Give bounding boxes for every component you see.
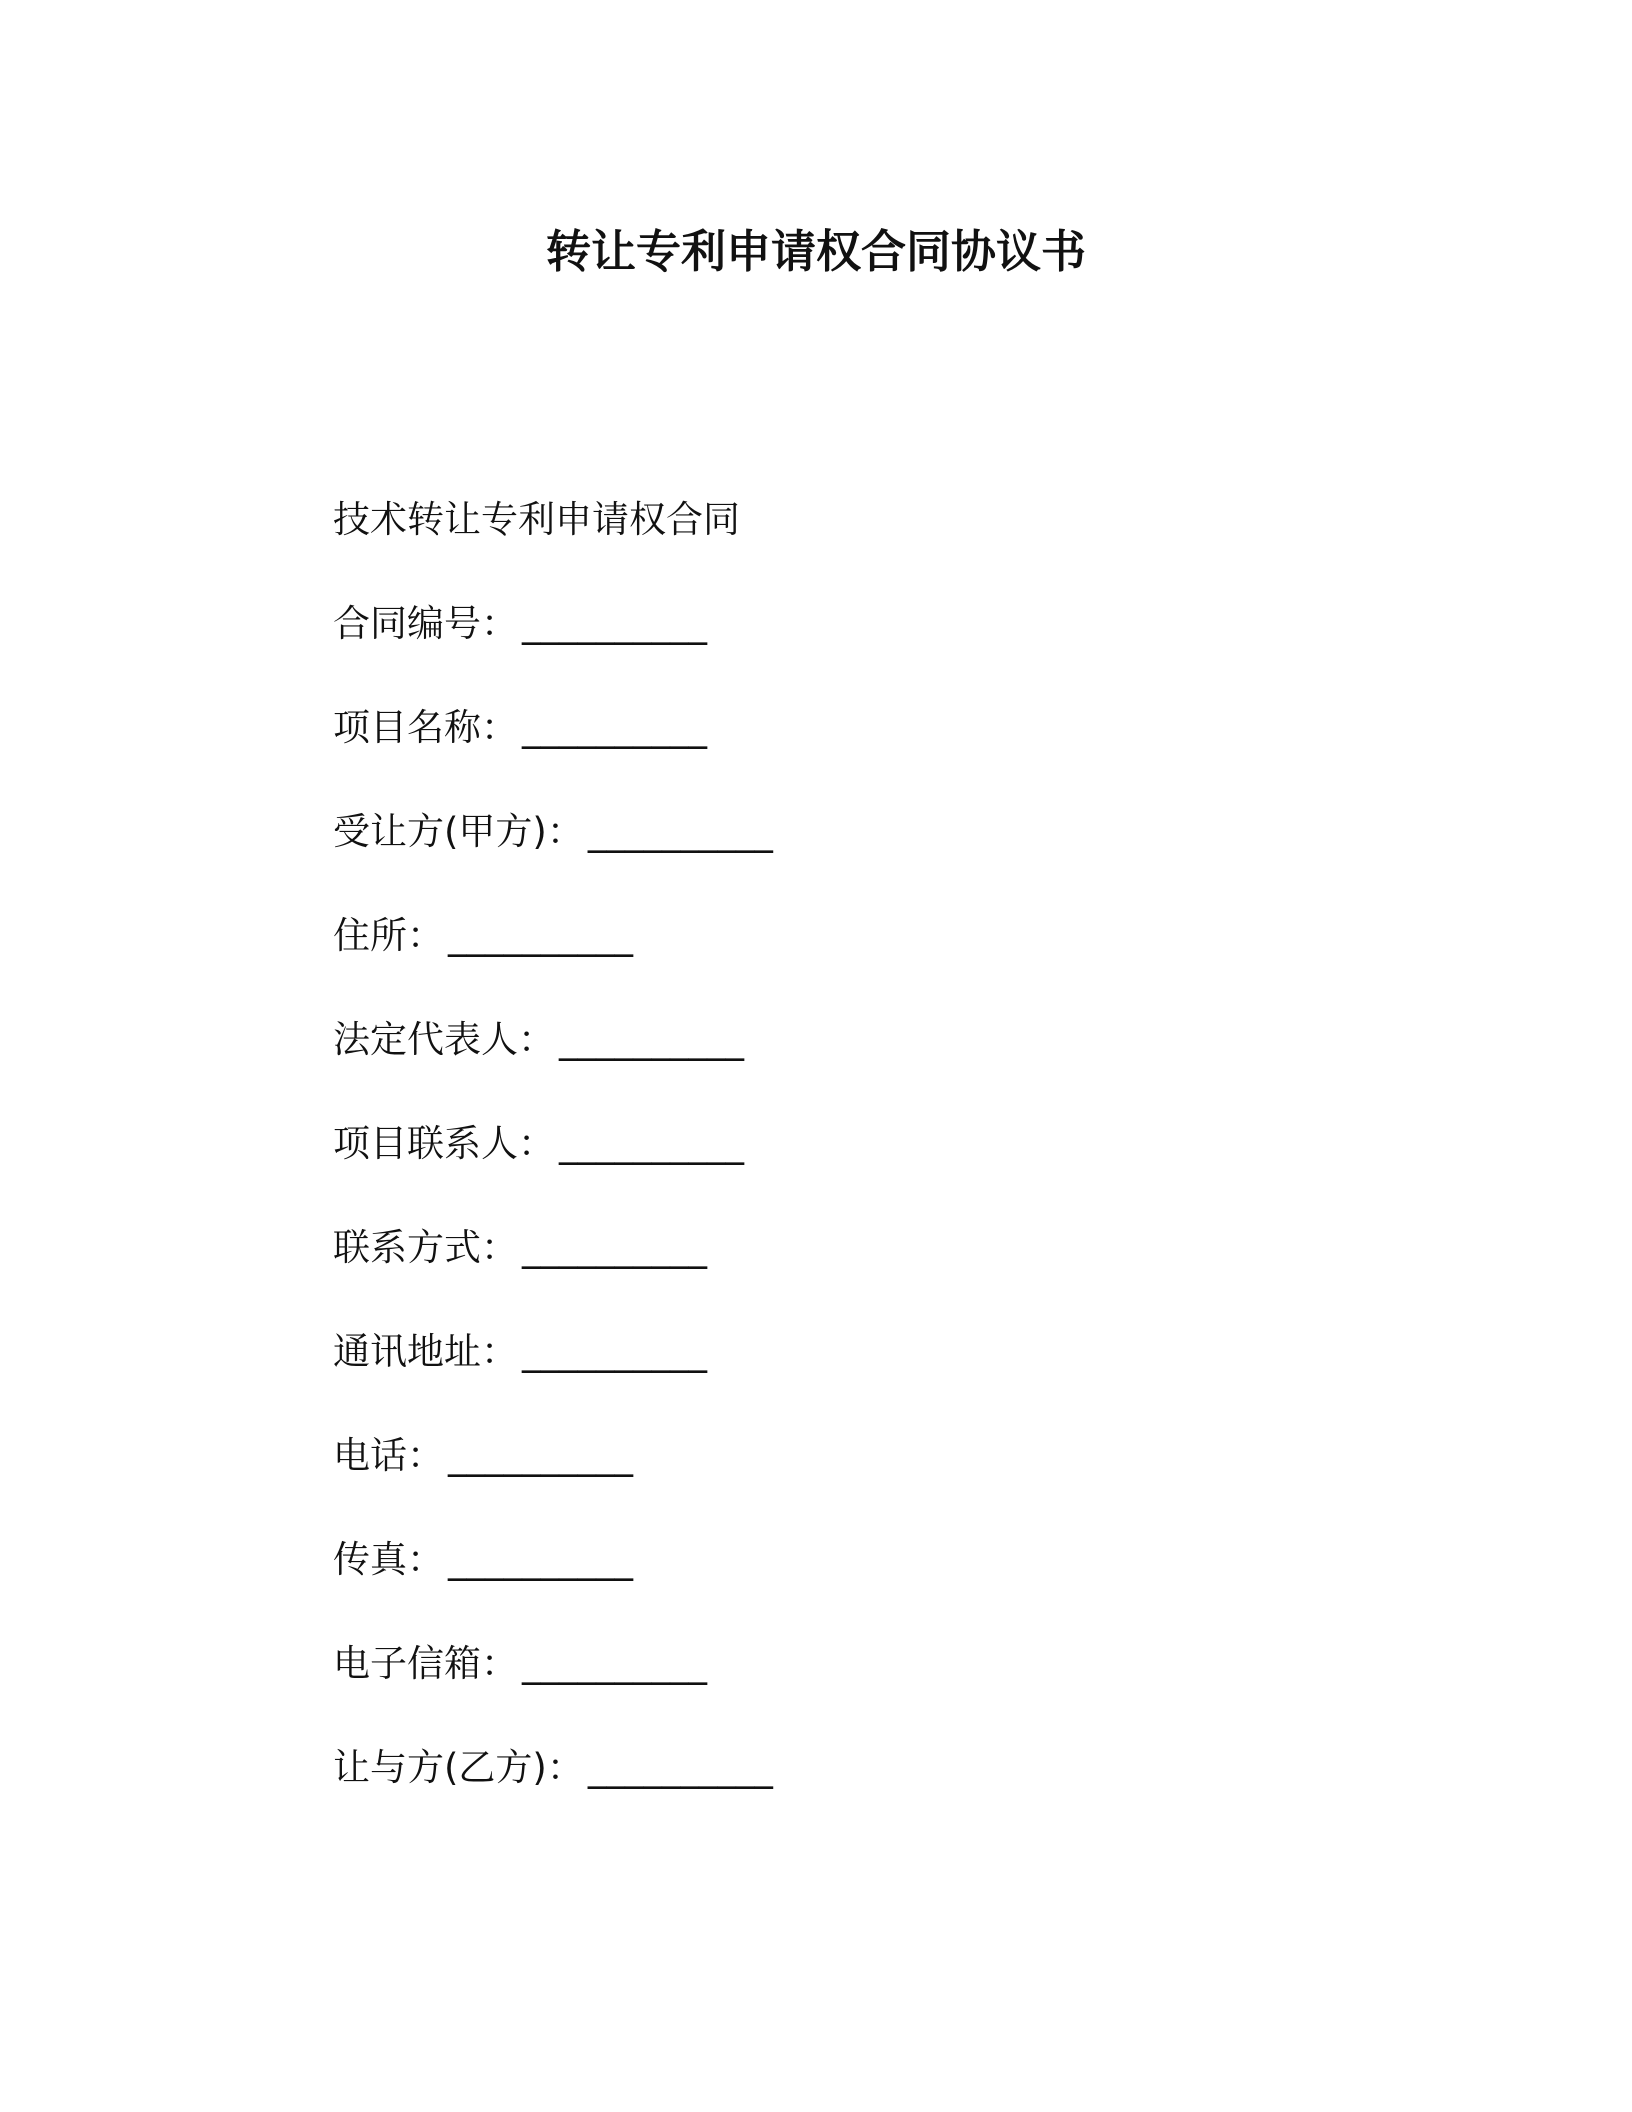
fill-in-blank: __________ xyxy=(522,1642,707,1685)
field-label: 法定代表人： xyxy=(333,1018,555,1061)
field-label: 住所： xyxy=(333,914,444,957)
fill-in-blank: __________ xyxy=(522,1330,707,1373)
field-label: 受让方(甲方)： xyxy=(333,810,584,853)
field-phone xyxy=(333,1428,1433,1484)
field-project-contact xyxy=(333,1116,1433,1172)
fill-in-blank: __________ xyxy=(448,914,633,957)
document-body xyxy=(333,492,1433,1844)
field-label: 通讯地址： xyxy=(333,1330,518,1373)
fill-in-blank: __________ xyxy=(587,810,773,853)
field-label: 电话： xyxy=(333,1434,444,1477)
field-label: 联系方式： xyxy=(333,1226,518,1269)
fill-in-blank: __________ xyxy=(522,602,707,645)
fill-in-blank: __________ xyxy=(522,706,707,749)
fill-in-blank: __________ xyxy=(559,1018,744,1061)
field-label: 项目名称： xyxy=(333,706,518,749)
field-project-name xyxy=(333,700,1433,756)
fill-in-blank: __________ xyxy=(448,1434,633,1477)
fill-in-blank: __________ xyxy=(559,1122,744,1165)
field-fax xyxy=(333,1532,1433,1588)
contract-subtitle: 技术转让专利申请权合同 xyxy=(333,498,740,541)
fill-in-blank: __________ xyxy=(448,1538,633,1581)
field-contract-number xyxy=(333,596,1433,652)
fill-in-blank: __________ xyxy=(522,1226,707,1269)
field-legal-representative xyxy=(333,1012,1433,1068)
field-mailing-address xyxy=(333,1324,1433,1380)
field-label: 传真： xyxy=(333,1538,444,1581)
field-label: 项目联系人： xyxy=(333,1122,555,1165)
document-title: 转让专利申请权合同协议书 xyxy=(545,225,1086,278)
field-transferor-party-b xyxy=(333,1740,1433,1796)
field-label: 让与方(乙方)： xyxy=(333,1746,584,1789)
field-address xyxy=(333,908,1433,964)
field-label: 合同编号： xyxy=(333,602,518,645)
field-email xyxy=(333,1636,1433,1692)
field-contact-method xyxy=(333,1220,1433,1276)
fill-in-blank: __________ xyxy=(587,1746,773,1789)
field-transferee-party-a xyxy=(333,804,1433,860)
field-label: 电子信箱： xyxy=(333,1642,518,1685)
